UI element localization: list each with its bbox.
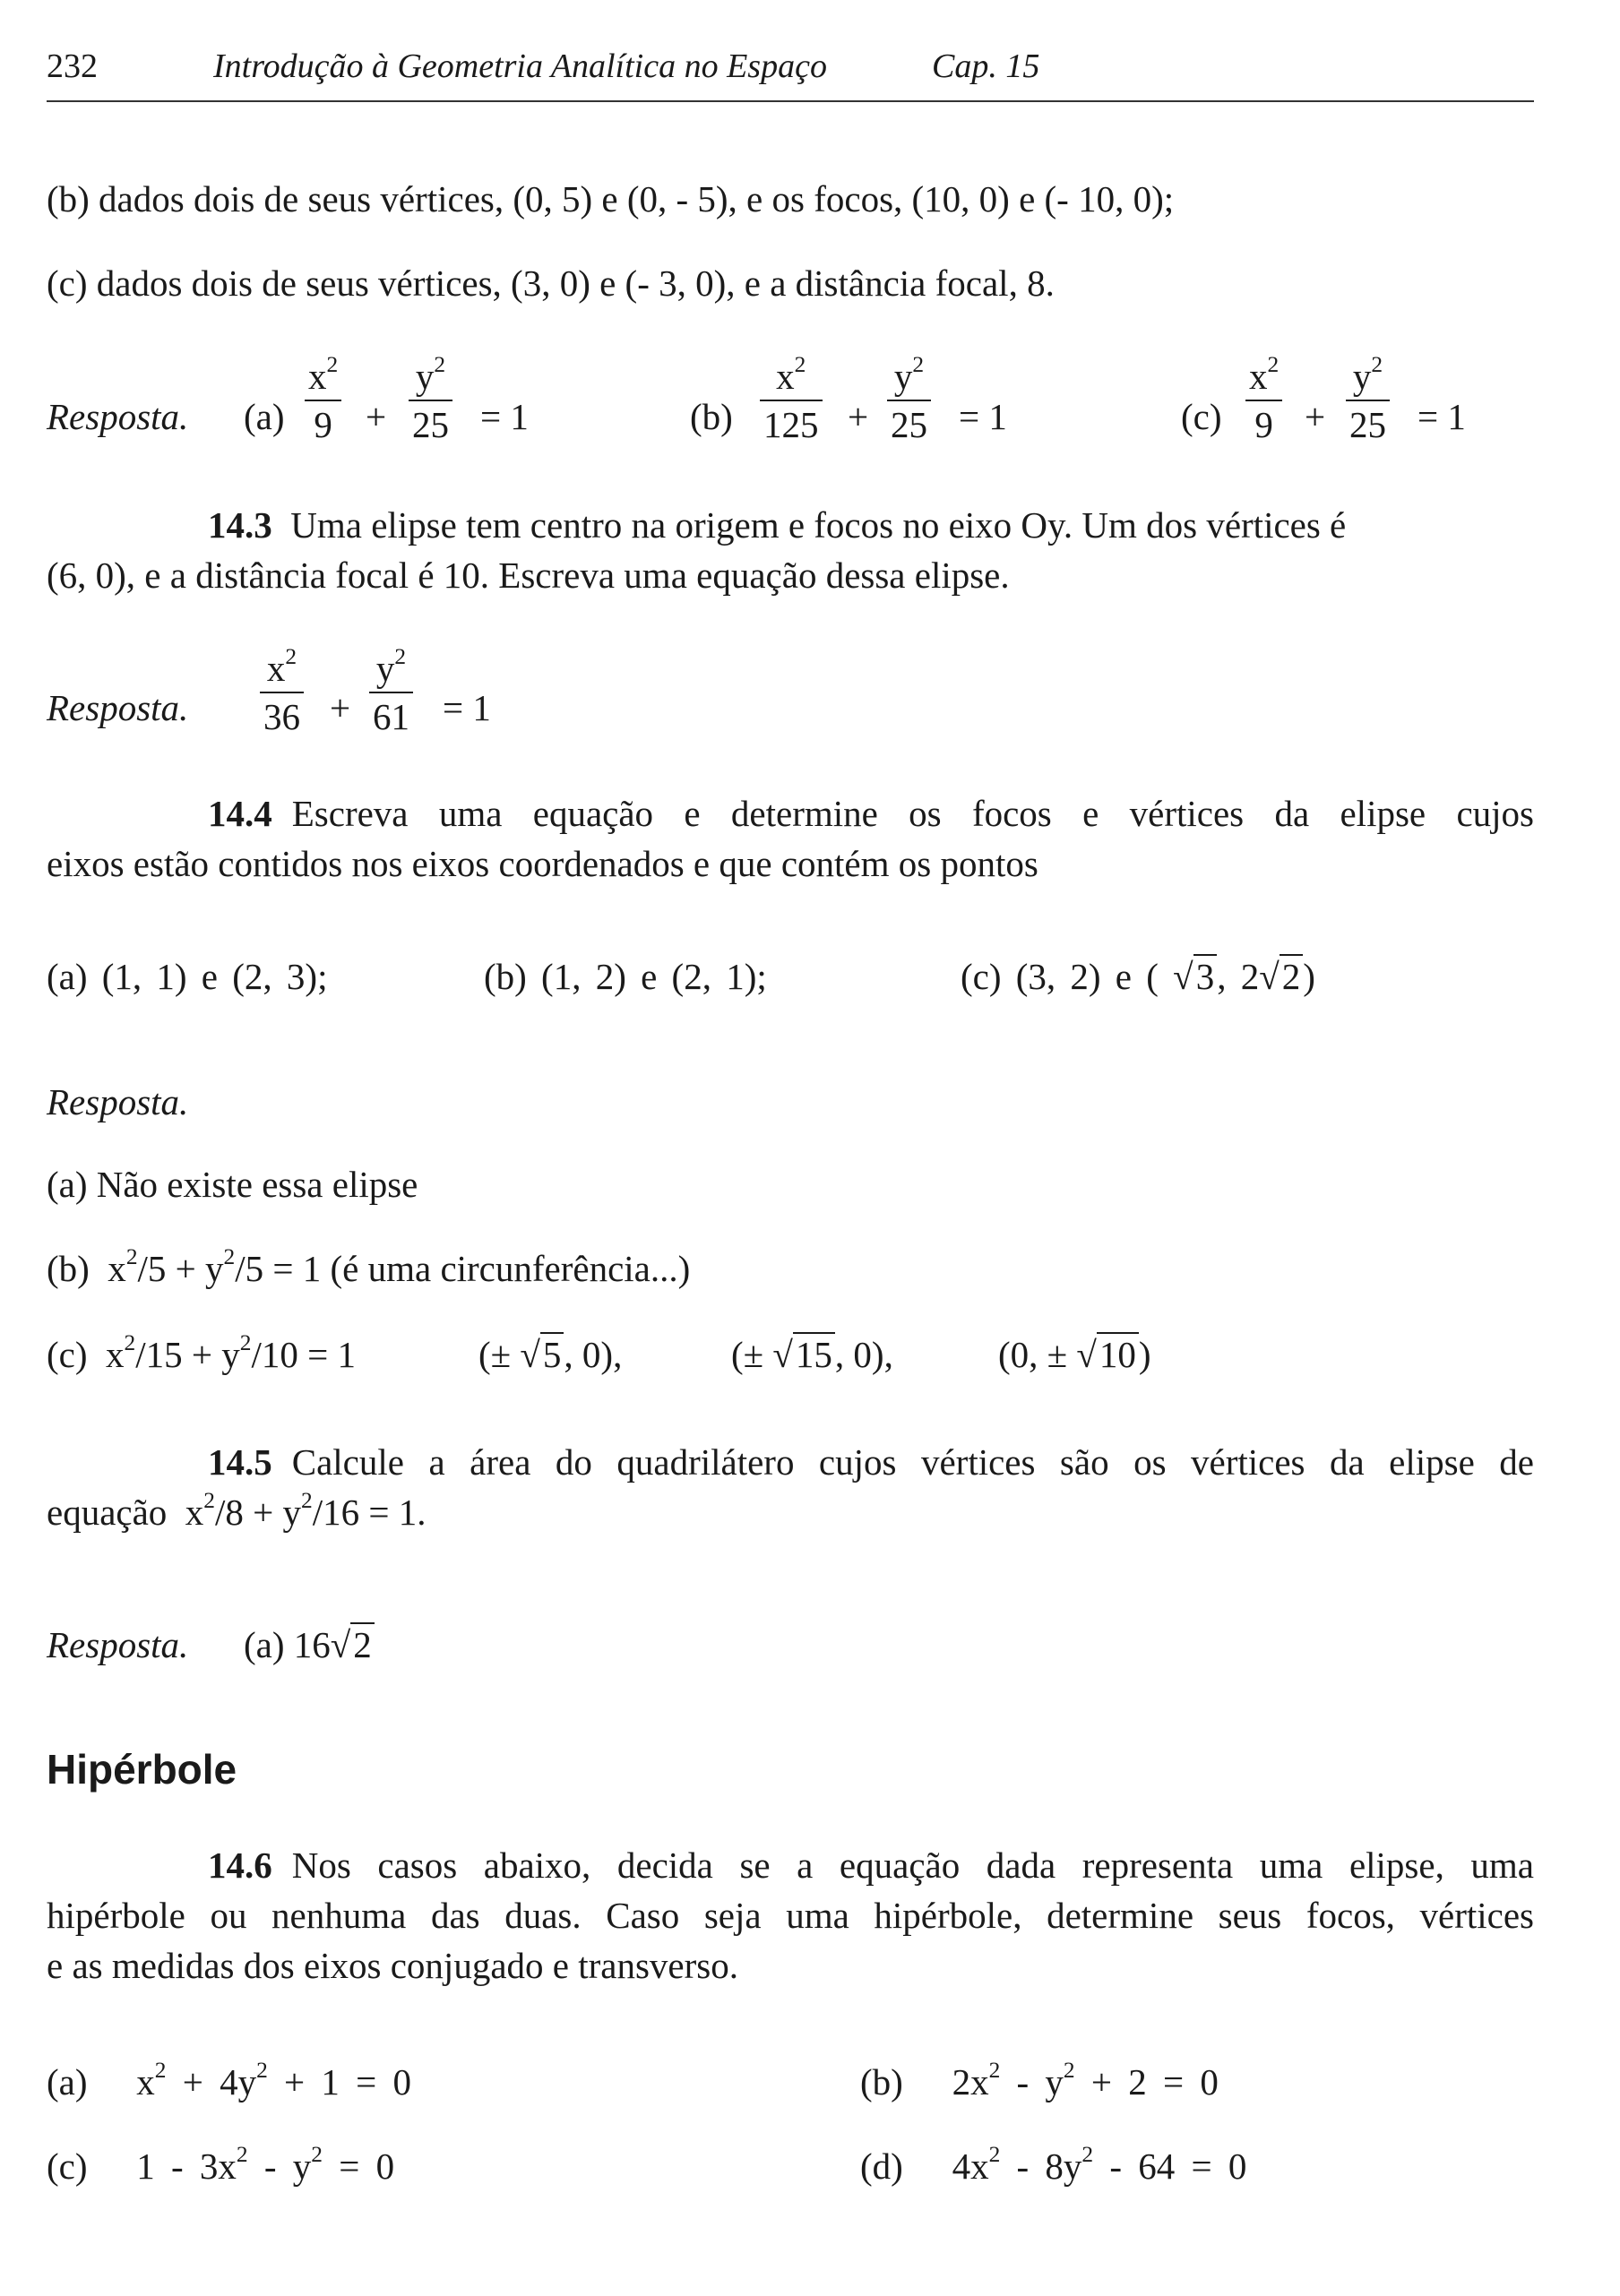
header-rule: [47, 100, 1534, 102]
fraction-x2-over-36: $x^2$ 36: [260, 650, 304, 735]
fraction-y2-over-25: $y^2$ 25: [409, 358, 452, 443]
equation-c: (c) $1 - 3x^2 - y^2 = 0$: [47, 2141, 395, 2187]
answer-label: Resposta.: [47, 1624, 189, 1665]
problem-text: e as medidas dos eixos conjugado e transverso.: [47, 1945, 738, 1986]
equation-a: (a) $x^2 + 4y^2 + 1 = 0$: [47, 2057, 412, 2103]
chapter-label: Cap. 15: [932, 47, 1040, 85]
focus-1: (± √5, 0),: [478, 1334, 623, 1375]
problem-text: (6, 0), e a distância focal é 10. Escreva uma equação dessa elipse.: [47, 555, 1010, 596]
answer-label: Resposta.: [47, 687, 189, 728]
fraction-x2-over-125: $x^2$ 125: [760, 358, 823, 443]
fraction-y2-over-61: $y^2$ 61: [369, 650, 413, 735]
plus-sign: +: [330, 687, 351, 728]
prev-item-b: (b) dados dois de seus vértices, (0, 5) e (0, - 5), e os focos, (10, 0) e (- 10, 0);: [47, 178, 1175, 219]
equals-one: = 1: [480, 396, 529, 437]
plus-sign: +: [848, 396, 869, 437]
equals-one: = 1: [1418, 396, 1466, 437]
focus-2: (± √15, 0),: [731, 1334, 893, 1375]
answer-c: (c) $x^2/15 + y^2/10 = 1$: [47, 1329, 356, 1375]
option-b: (b) (1, 2) e (2, 1);: [484, 956, 767, 997]
answer-label: Resposta.: [47, 396, 189, 437]
ans-b-label: (b): [690, 396, 733, 437]
fraction-y2-over-25: $y^2$ 25: [1346, 358, 1390, 443]
answer-value: (a) 16√2: [244, 1627, 375, 1664]
vertex: (0, ± √10): [998, 1334, 1151, 1375]
answer-label: Resposta.: [47, 1081, 189, 1122]
problem-text: eixos estão contidos nos eixos coordenados e que contém os pontos: [47, 843, 1038, 884]
option-c: (c) (3, 2) e ( √3, 2√2): [961, 956, 1315, 997]
problem-number: 14.3 Uma elipse tem centro na origem e focos no eixo Oy. Um dos vértices é: [208, 504, 1347, 546]
page-number: 232: [47, 47, 98, 85]
fraction-x2-over-9: $x^2$ 9: [305, 358, 341, 443]
fraction-x2-over-9: $x^2$ 9: [1245, 358, 1282, 443]
ans-a-label: (a): [244, 396, 285, 437]
problem-text: hipérbole ou nenhuma das duas. Caso seja uma hipérbole, determine seus focos, vértices: [47, 1895, 1534, 1936]
fraction-y2-over-25: $y^2$ 25: [887, 358, 931, 443]
option-a: (a) (1, 1) e (2, 3);: [47, 956, 328, 997]
plus-sign: +: [366, 396, 387, 437]
section-title: Hipérbole: [47, 1746, 237, 1793]
problem-line: 14.5 Calcule a área do quadrilátero cujos vértices são os vértices da elipse de: [208, 1441, 1534, 1483]
problem-line: 14.6 Nos casos abaixo, decida se a equação dada representa uma elipse, uma: [208, 1845, 1534, 1886]
equals-one: = 1: [959, 396, 1007, 437]
equation-d: (d) $4x^2 - 8y^2 - 64 = 0$: [860, 2141, 1247, 2187]
plus-sign: +: [1305, 396, 1326, 437]
problem-text: equação $x^2/8 + y^2/16 = 1$.: [47, 1487, 427, 1533]
ans-c-label: (c): [1181, 396, 1222, 437]
book-title: Introdução à Geometria Analítica no Espaço: [213, 47, 827, 85]
problem-line: 14.4 Escreva uma equação e determine os focos e vértices da elipse cujos: [208, 793, 1534, 834]
answer-b: (b) $x^2/5 + y^2/5 = 1$ (é uma circunferência...): [47, 1243, 691, 1289]
equals-one: = 1: [443, 687, 491, 728]
answer-a: (a) Não existe essa elipse: [47, 1164, 418, 1205]
prev-item-c: (c) dados dois de seus vértices, (3, 0) e (- 3, 0), e a distância focal, 8.: [47, 262, 1055, 304]
equation-b: (b) $2x^2 - y^2 + 2 = 0$: [860, 2057, 1219, 2103]
